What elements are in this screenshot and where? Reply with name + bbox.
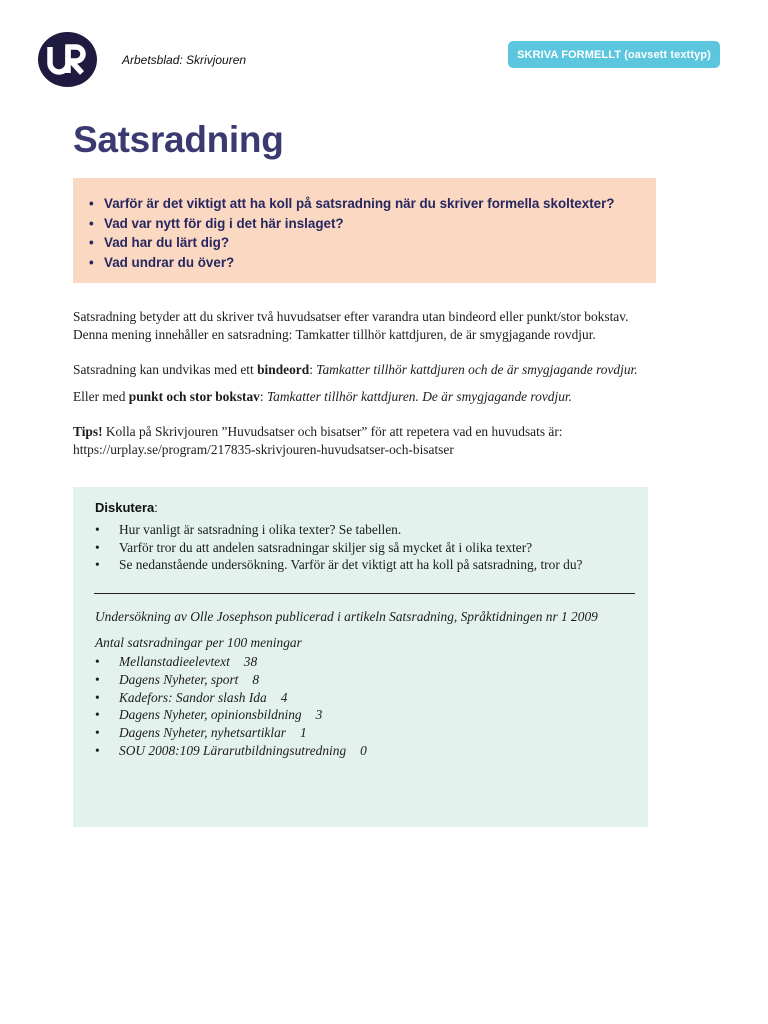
- study-citation: Undersökning av Olle Josephson publicerad i artikeln Satsradning, Språktidningen nr 1 2009: [95, 609, 598, 624]
- list-item: • Varför tror du att andelen satsradningar skiljer sig så mycket åt i olika texter?: [95, 539, 533, 555]
- stats-item: • Dagens Nyheter, opinionsbildning 3: [95, 707, 323, 723]
- category-tag: SKRIVA FORMELLT (oavsett texttyp): [508, 41, 720, 68]
- list-item: • Hur vanligt är satsradning i olika texter? Se tabellen.: [95, 522, 402, 537]
- bindeord-example: Tamkatter tillhör kattdjuren och de är smygjagande rovdjur.: [316, 362, 638, 377]
- discussion-list: [95, 521, 582, 574]
- punctuation-term: punkt och stor bokstav: [128, 389, 260, 404]
- divider: [94, 593, 635, 594]
- page-title: Satsradning: [73, 119, 284, 160]
- ur-logo-mark: [46, 43, 90, 77]
- question-box: [73, 178, 656, 283]
- tip-paragraph: Tips! Kolla på Skrivjouren ”Huvudsatser och bisatser” för att repetera vad en huvudsats är: https://urplay.se/program/217835-skrivjouren-huvudsatser-och-bisatser: [73, 424, 563, 457]
- discussion-title: Diskutera:: [95, 500, 158, 515]
- stats-item: • SOU 2008:109 Lärarutbildningsutredning 0: [95, 742, 367, 758]
- list-item: • Vad undrar du över?: [89, 254, 235, 270]
- stats-item: • Dagens Nyheter, nyhetsartiklar 1: [95, 725, 307, 741]
- tip-label: Tips!: [73, 424, 103, 439]
- list-item: • Vad har du lärt dig?: [89, 235, 229, 250]
- bindeord-paragraph: Satsradning kan undvikas med ett bindeord: Tamkatter tillhör kattdjuren och de är smygjagande rovdjur.: [73, 362, 638, 377]
- list-item: • Vad var nytt för dig i det här inslaget?: [89, 215, 344, 231]
- question-list: [89, 194, 656, 272]
- definition-line-2: Denna mening innehåller en satsradning: Tamkatter tillhör kattdjuren, de är smygjagande rovdjur.: [73, 327, 596, 342]
- definition-line-1: Satsradning betyder att du skriver två huvudsatser efter varandra utan bindeord eller punkt/stor bokstav.: [73, 309, 629, 324]
- stats-item: • Dagens Nyheter, sport 8: [95, 671, 260, 687]
- discussion-box: [73, 487, 648, 827]
- stats-heading: Antal satsradningar per 100 meningar: [95, 635, 302, 650]
- ur-logo: [38, 32, 97, 87]
- list-item: • Varför är det viktigt att ha koll på satsradning när du skriver formella skoltexter?: [89, 196, 615, 211]
- bindeord-term: bindeord: [257, 362, 310, 377]
- list-item: • Se nedanstående undersökning. Varför är det viktigt att ha koll på satsradning, tror du?: [95, 557, 583, 572]
- stats-item: • Kadefors: Sandor slash Ida 4: [95, 689, 288, 705]
- stats-list: [95, 653, 367, 760]
- tip-link[interactable]: https://urplay.se/program/217835-skrivjouren-huvudsatser-och-bisatser: [73, 442, 454, 457]
- punctuation-paragraph: Eller med punkt och stor bokstav: Tamkatter tillhör kattdjuren. De är smygjagande rovdjur.: [73, 389, 572, 404]
- definition-paragraph: [73, 308, 628, 344]
- worksheet-label: Arbetsblad: Skrivjouren: [122, 53, 247, 67]
- stats-item: • Mellanstadieelevtext 38: [95, 654, 258, 669]
- punctuation-example: Tamkatter tillhör kattdjuren. De är smygjagande rovdjur.: [266, 389, 572, 404]
